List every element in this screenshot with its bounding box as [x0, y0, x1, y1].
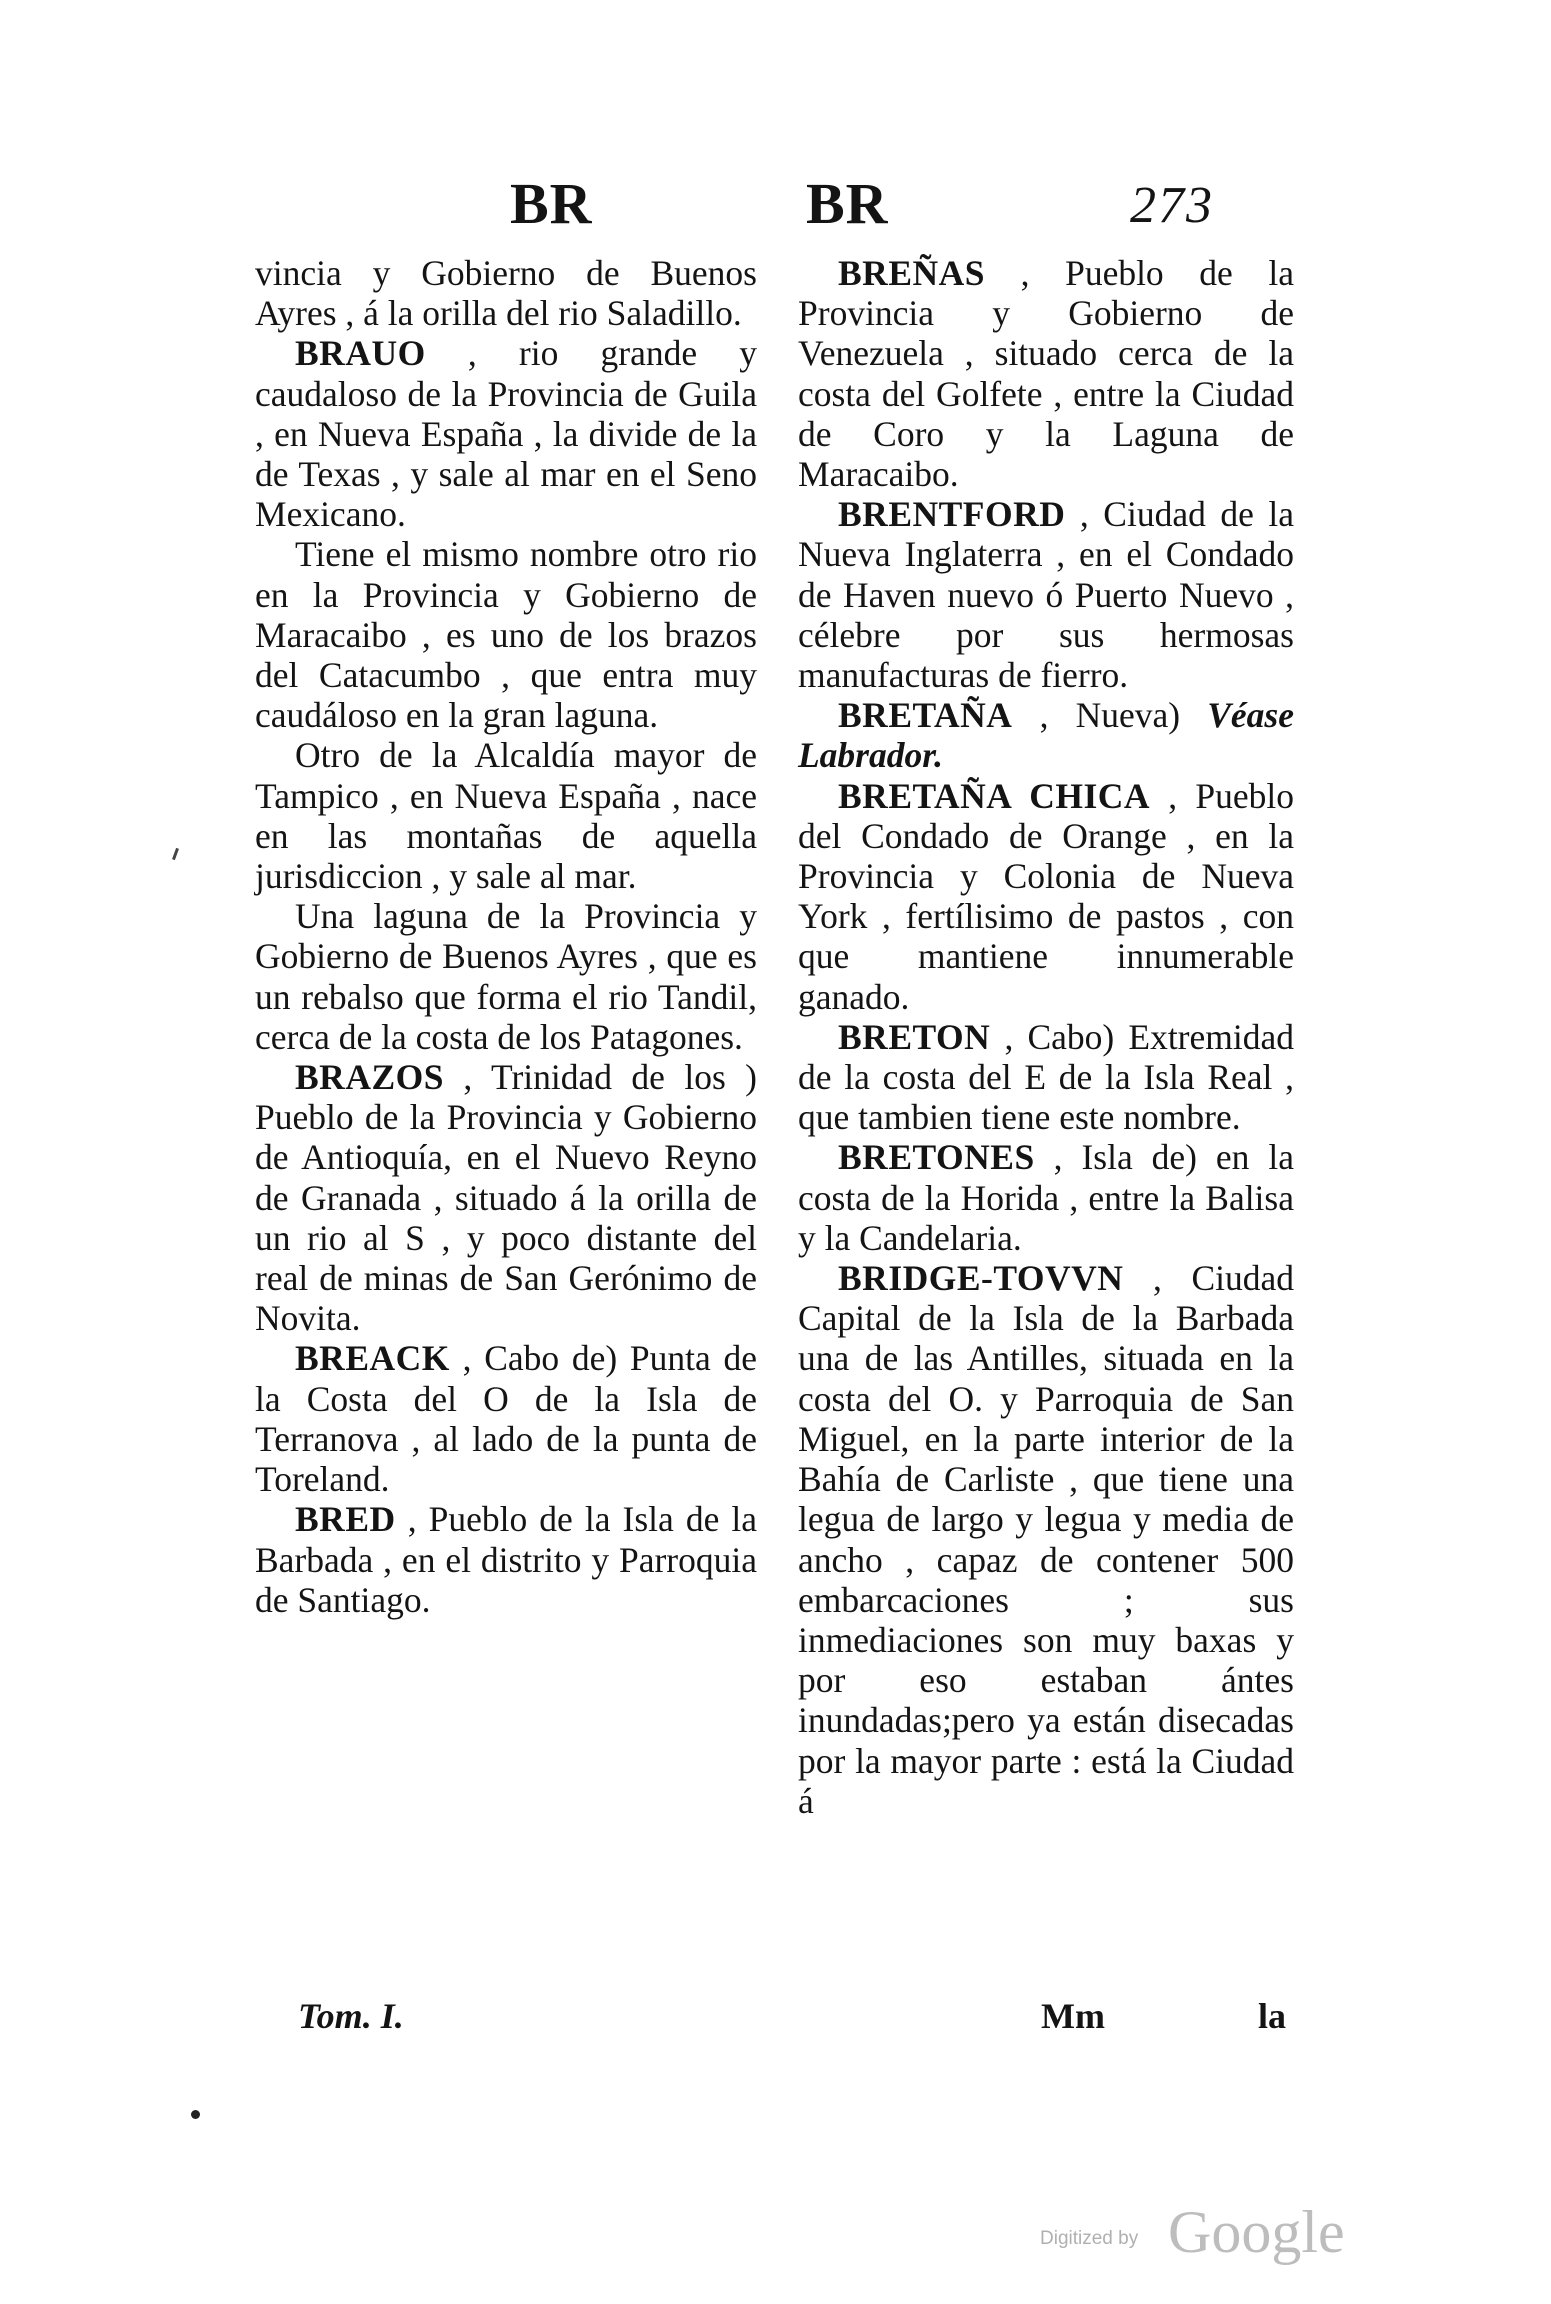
page-number: 273 — [1130, 177, 1214, 234]
entry-headword: BREACK — [295, 1338, 450, 1379]
entry-text: Una laguna de la Provincia y Gobierno de Buenos Ayres , que es un rebalso que forma el rio Tandil, cerca de la costa de los Patagones. — [255, 896, 757, 1057]
gathering-signature: Mm — [1041, 1996, 1105, 2036]
entry-text: , Cabo) Extremidad de la costa del E de la Isla Real , que tambien tiene este nombre. — [798, 1016, 1294, 1138]
entry-headword: BRETAÑA — [838, 695, 1013, 736]
google-logo: Google — [1168, 2199, 1345, 2265]
dictionary-entry — [255, 1338, 757, 1499]
cross-reference: Véase Labrador. — [798, 695, 1294, 776]
dictionary-entry — [798, 695, 1294, 775]
dictionary-entry — [798, 776, 1294, 1017]
volume-signature: Tom. I. — [298, 1996, 404, 2036]
entry-text: , Cabo de) Punta de la Costa del O de la Isla de Terranova , al lado de la punta de Toreland. — [255, 1338, 757, 1500]
entry-text: , Pueblo de la Isla de la Barbada , en el distrito y Parroquia de Santiago. — [255, 1499, 757, 1620]
entry-text: , Isla de) en la costa de la Horida , entre la Balisa y la Candelaria. — [798, 1137, 1294, 1258]
dictionary-entry — [798, 253, 1294, 494]
dictionary-entry — [255, 253, 757, 333]
entry-text: , Ciudad de la Nueva Inglaterra , en el Condado de Haven nuevo ó Puerto Nuevo , célebre por sus hermosas manufacturas de fierro. — [798, 494, 1294, 696]
entry-headword: BRAUO — [295, 333, 426, 374]
entry-headword: BRAZOS — [295, 1057, 444, 1098]
entry-text: Otro de la Alcaldía mayor de Tampico , en Nueva España , nace en las montañas de aquella jurisdiccion , y sale al mar. — [255, 735, 757, 897]
dictionary-entry — [255, 896, 757, 1057]
entry-text: , Nueva) — [1012, 695, 1208, 736]
dictionary-entry — [255, 1499, 757, 1620]
ink-mark — [172, 848, 179, 860]
entry-text: , rio grande y caudaloso de la Provincia de Guila , en Nueva España , la divide de la de Texas , y sale al mar en el Seno Mexicano. — [255, 333, 757, 535]
entry-text: , Trinidad de los ) Pueblo de la Provincia y Gobierno de Antioquía, en el Nuevo Reyno de Granada , situado á la orilla de un rio al S , y poco distante del real de minas de San Gerónimo de Novita. — [255, 1057, 757, 1339]
dictionary-entry — [255, 735, 757, 896]
dictionary-entry — [255, 1057, 757, 1338]
watermark-prefix: Digitized by — [1040, 2228, 1139, 2249]
entry-headword: BRIDGE-TOVVN — [838, 1258, 1124, 1299]
ink-spot — [191, 2110, 200, 2119]
entry-headword: BREÑAS — [838, 253, 986, 293]
entry-headword: BRETON — [838, 1016, 991, 1057]
dictionary-entry — [798, 494, 1294, 695]
entry-headword: BRENTFORD — [838, 494, 1066, 535]
dictionary-entry — [798, 1137, 1294, 1258]
google-watermark — [1040, 2198, 1360, 2268]
left-column — [255, 253, 757, 1620]
entry-text: , Pueblo del Condado de Orange , en la Provincia y Colonia de Nueva York , fertílisimo de pastos , con que mantiene innumerable ganado. — [798, 775, 1294, 1017]
entry-text: vincia y Gobierno de Buenos Ayres , á la orilla del rio Saladillo. — [255, 253, 757, 334]
right-column — [798, 253, 1294, 1821]
running-head-right: BR — [806, 171, 889, 236]
catchword: la — [1258, 1996, 1287, 2036]
dictionary-entry — [798, 1017, 1294, 1138]
entry-headword: BRETONES — [838, 1137, 1035, 1178]
dictionary-entry — [255, 534, 757, 735]
entry-headword: BRED — [295, 1499, 396, 1540]
entry-headword: BRETAÑA CHICA — [838, 775, 1151, 816]
dictionary-entry — [798, 1258, 1294, 1821]
entry-text: , Pueblo de la Provincia y Gobierno de Venezuela , situado cerca de la costa del Golfete , entre la Ciudad de Coro y la Laguna de Maracaibo. — [798, 253, 1294, 495]
entry-text: Tiene el mismo nombre otro rio en la Provincia y Gobierno de Maracaibo , es uno de los brazos del Catacumbo , que entra muy caudáloso en la gran laguna. — [255, 534, 757, 736]
running-head-left: BR — [510, 171, 593, 236]
dictionary-entry — [255, 333, 757, 534]
entry-text: , Ciudad Capital de la Isla de la Barbada una de las Antilles, situada en la costa del O. y Parroquia de San Miguel, en la parte interior de la Bahía de Carliste , que tiene una legua de largo y legua y media de ancho , capaz de contener 500 embarcaciones ; sus inmediaciones son muy baxas y por eso estaban ántes inundadas;pero ya están disecadas por la mayor parte : está la Ciudad á — [798, 1258, 1294, 1821]
